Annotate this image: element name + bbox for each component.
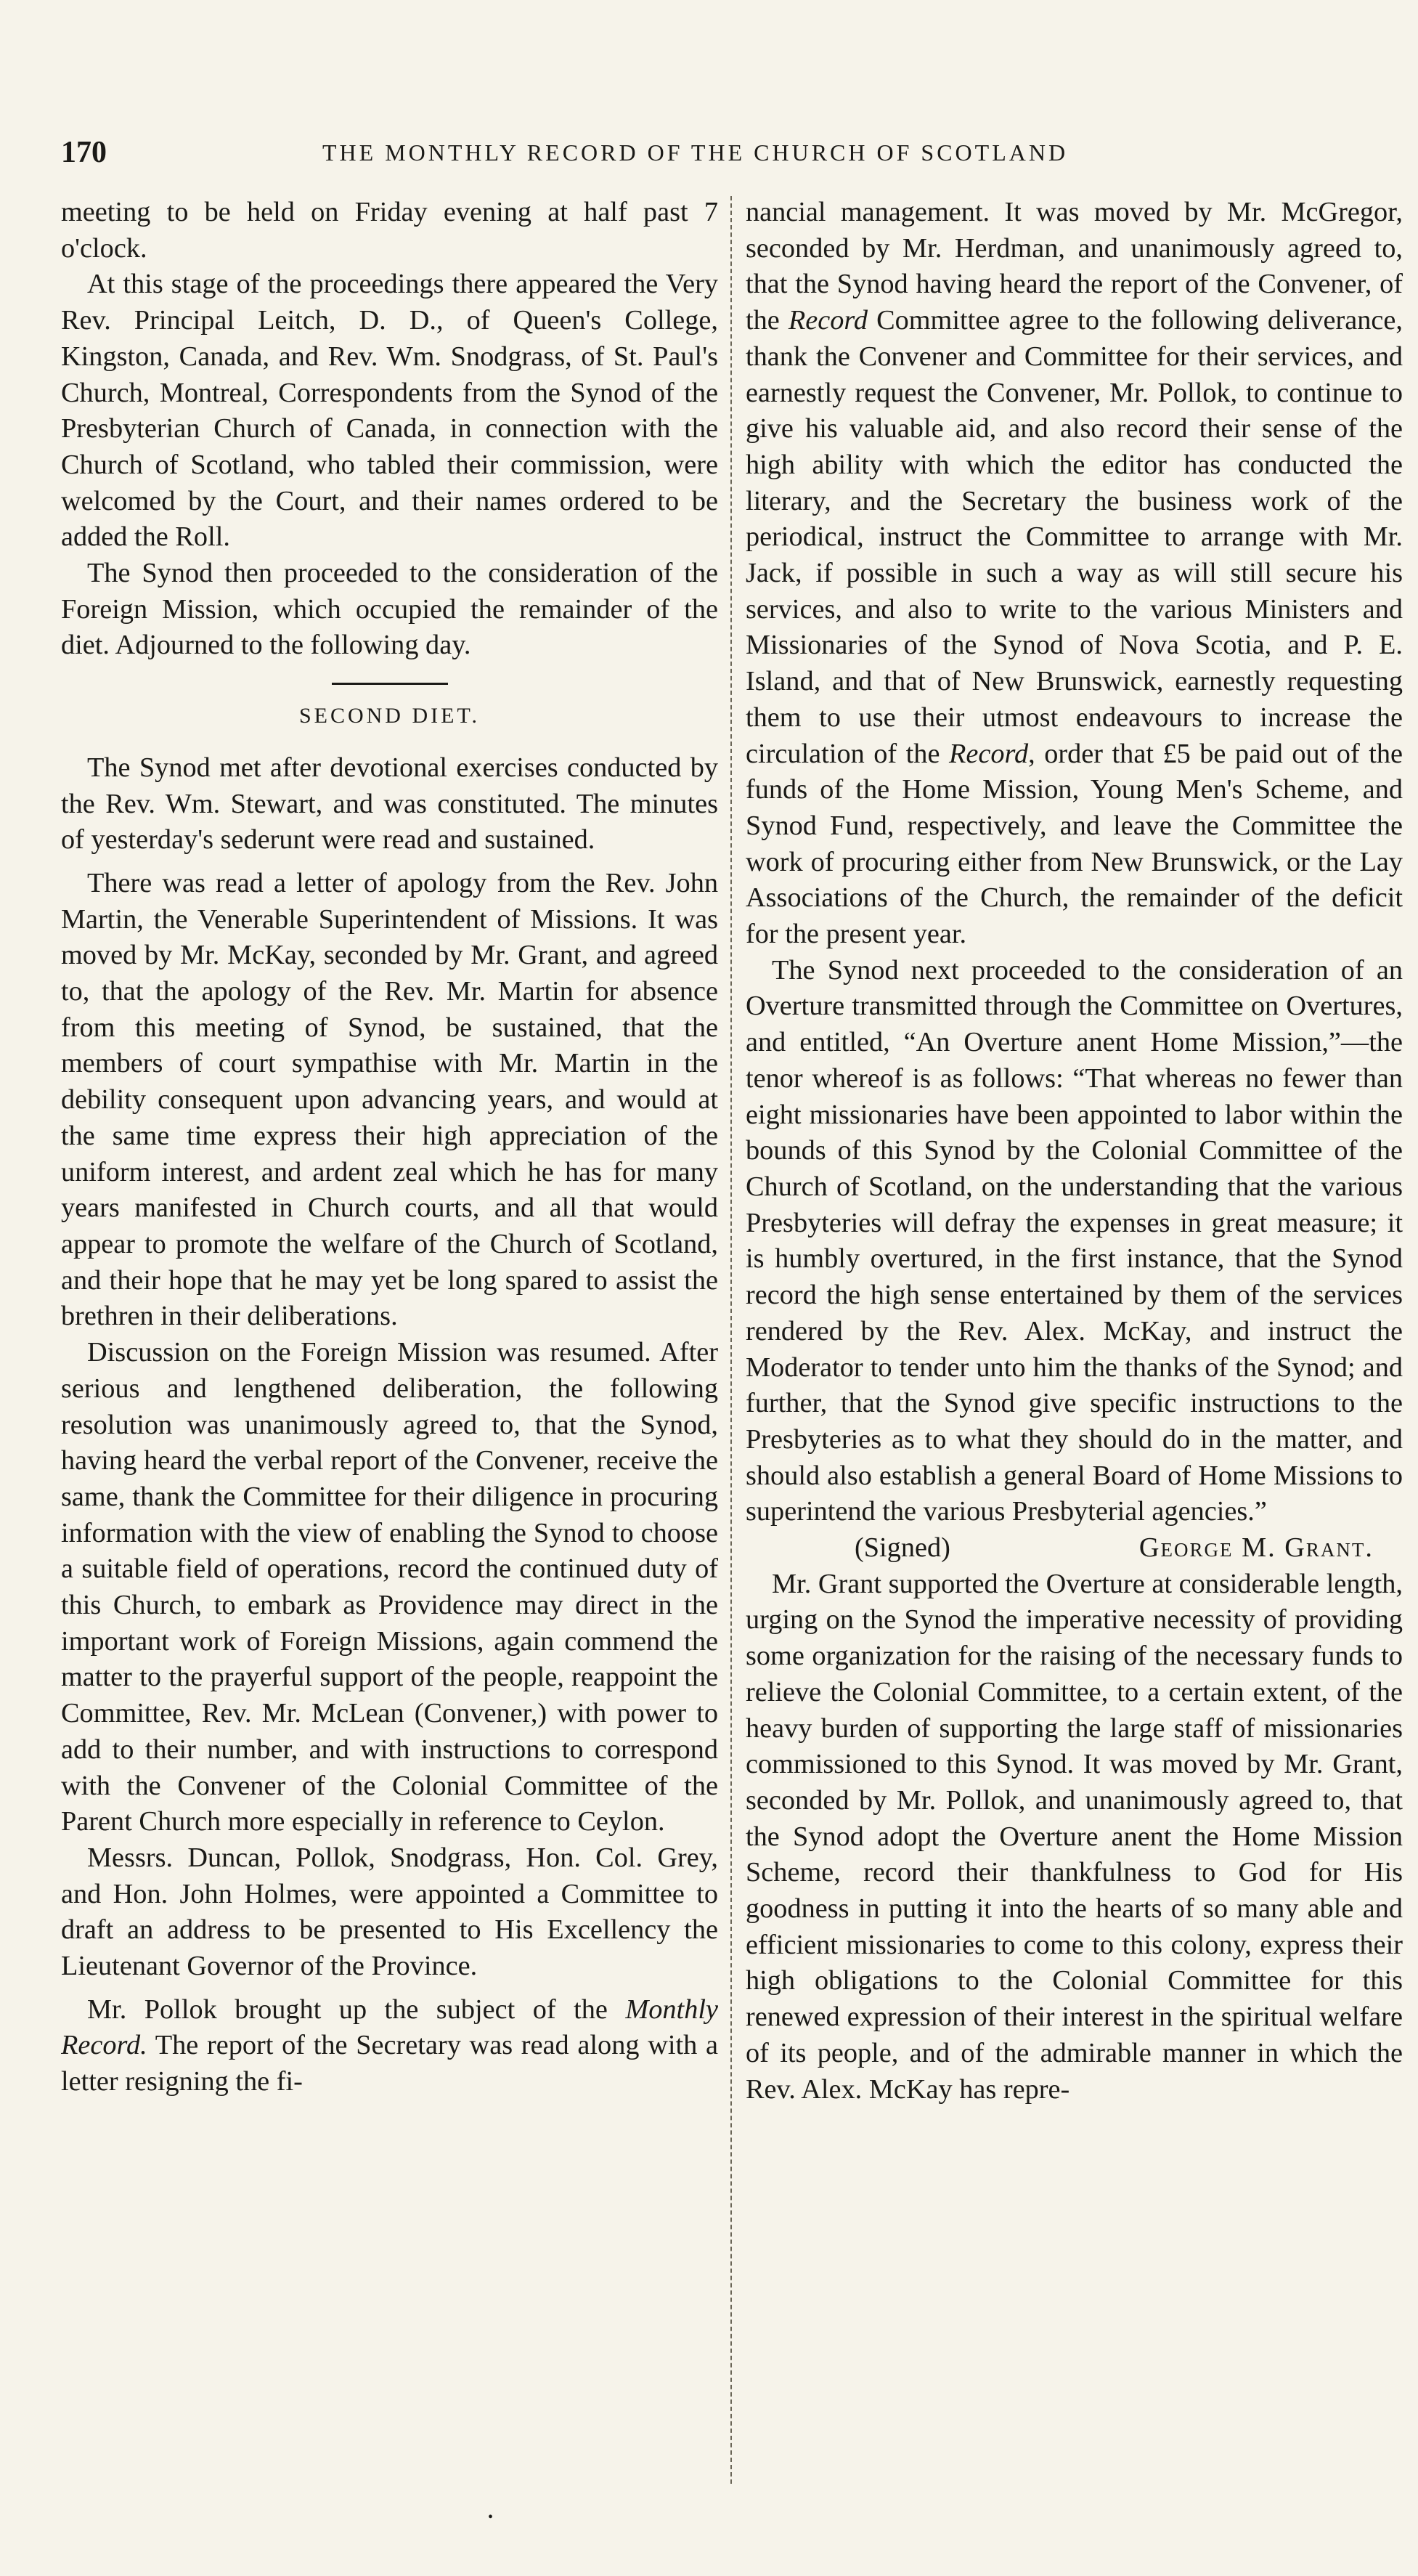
- paragraph: [61, 1992, 718, 2100]
- periodical-title: Record: [788, 305, 868, 336]
- paragraph: The Synod then proceeded to the consideration of the Foreign Mission, which occupied the remainder of the diet. Adjourned to the following day.: [61, 558, 718, 661]
- print-mark: •: [488, 2509, 494, 2525]
- signature-line: [746, 1530, 1403, 1567]
- periodical-title: Record: [948, 738, 1029, 769]
- paragraph-text: Mr. Pollok brought up the subject of the: [87, 1994, 626, 2025]
- paragraph: Discussion on the Foreign Mission was resumed. After serious and lengthened deliberation, the following resolution was unanimously agreed to, that the Synod, having heard the verbal report of the Convener, receive the same, thank the Committee for their diligence in procuring information with the view of enabling the Synod to choose a suitable field of operations, record the continued duty of this Church, to embark as Providence may direct in the important work of Foreign Missions, again commend the matter to the prayerful support of the people, reappoint the Committee, Rev. Mr. McLean (Convener,) with power to add to their number, and with instructions to correspond with the Convener of the Colonial Committee of the Parent Church more especially in reference to Ceylon.: [61, 1337, 718, 1837]
- left-column: [61, 195, 718, 2519]
- signed-label: (Signed): [855, 1532, 950, 1564]
- paragraph: [746, 195, 1403, 953]
- section-heading: SECOND DIET.: [298, 704, 481, 728]
- right-column: [746, 195, 1403, 2519]
- paragraph: The Synod next proceeded to the consideration of an Overture transmitted through the Committee on Overtures, and entitled, “An Overture anent Home Mission,”—the tenor whereof is as follows: “That whereas no fewer than eight missionaries have been appointed to labor within the bounds of this Synod by the Colonial Committee of the Church of Scotland, on the understanding that the various Presbyteries will defray the expenses in great measure; it is humbly overtured, in the first instance, that the Synod record the high sense entertained by them of the services rendered by the Rev. Alex. McKay, and instruct the Moderator to tender unto him the thanks of the Synod; and further, that the Synod give specific instructions to the Presbyteries as to what they should do in the matter, and should also establish a general Board of Home Missions to superintend the various Presbyterial agencies.”: [746, 954, 1403, 1527]
- periodical-title: Monthly Record.: [61, 1994, 718, 2061]
- paragraph-text: Committee agree to the following deliverance, thank the Convener and Committee for their services, and earnestly request the Convener, Mr. Pollok, to continue to give his valuable aid, and also record their sense of the high ability with which the editor has conducted the literary, and the Secretary the business work of the periodical, instruct the Committee to arrange with Mr. Jack, if possible in such a way as will still secure his services, and also to write to the various Ministers and Missionaries of the Synod of Nova Scotia, and P. E. Island, and that of New Brunswick, earnestly requesting them to use their utmost endeavours to increase the circulation of the: [746, 305, 1403, 769]
- paragraph: The Synod met after devotional exercises conducted by the Rev. Wm. Stewart, and was constituted. The minutes of yesterday's sederunt were read and sustained.: [61, 752, 718, 856]
- paragraph: At this stage of the proceedings there appeared the Very Rev. Principal Leitch, D. D., of Queen's College, Kingston, Canada, and Rev. Wm. Snodgrass, of St. Paul's Church, Montreal, Correspondents from the Synod of the Presbyterian Church of Canada, in connection with the Church of Scotland, who tabled their commission, were welcomed by the Court, and their names ordered to be added the Roll.: [61, 269, 718, 553]
- paragraph: There was read a letter of apology from the Rev. John Martin, the Venerable Superintendent of Missions. It was moved by Mr. McKay, seconded by Mr. Grant, and agreed to, that the apology of the Rev. Mr. Martin for absence from this meeting of Synod, be sustained, that the members of court sympathise with Mr. Martin in the debility consequent upon advancing years, and would at the same time express their high appreciation of the uniform interest, and ardent zeal which he has for many years manifested in Church courts, and all that would appear to promote the welfare of the Church of Scotland, and their hope that he may yet be long spared to assist the brethren in their deliberations.: [61, 867, 718, 1332]
- page-header: [61, 135, 1368, 179]
- signed-name: George M. Grant.: [1138, 1532, 1374, 1564]
- page-number: 170: [61, 136, 107, 169]
- paragraph-text: , order that £5 be paid out of the funds of the Home Mission, Young Men's Scheme, and Synod Fund, respectively, and leave the Committee the work of procuring either from New Brunswick, or the Lay Associations of the Church, the remainder of the deficit for the present year.: [746, 738, 1403, 950]
- section-divider: [332, 683, 448, 685]
- paragraph: Messrs. Duncan, Pollok, Snodgrass, Hon. Col. Grey, and Hon. John Holmes, were appointed a Committee to draft an address to be presented to His Excellency the Lieutenant Governor of the Province.: [61, 1842, 718, 1982]
- paragraph-text: nancial management. It was moved by Mr. McGregor, seconded by Mr. Herdman, and unanimously agreed to, that the Synod having heard the report of the Convener, of the: [746, 197, 1403, 336]
- paragraph: Mr. Grant supported the Overture at considerable length, urging on the Synod the imperative necessity of providing some organization for the raising of the necessary funds to relieve the Colonial Committee, to a certain extent, of the heavy burden of supporting the large staff of missionaries commissioned to this Synod. It was moved by Mr. Grant, seconded by Mr. Pollok, and unanimously agreed to, that the Synod adopt the Overture anent the Home Mission Scheme, record their thankfulness to God for His goodness in putting it into the hearts of so many able and efficient missionaries to come to this colony, express their high obligations to the Colonial Committee for this renewed expression of their interest in the spiritual welfare of its people, and of the admirable manner in which the Rev. Alex. McKay has repre-: [746, 1568, 1403, 2105]
- paragraph-text: The report of the Secretary was read along with a letter resigning the fi-: [61, 2030, 718, 2097]
- column-divider: [730, 196, 732, 2484]
- paragraph: meeting to be held on Friday evening at half past 7 o'clock.: [61, 197, 718, 264]
- running-title: THE MONTHLY RECORD OF THE CHURCH OF SCOTLAND: [322, 139, 1069, 166]
